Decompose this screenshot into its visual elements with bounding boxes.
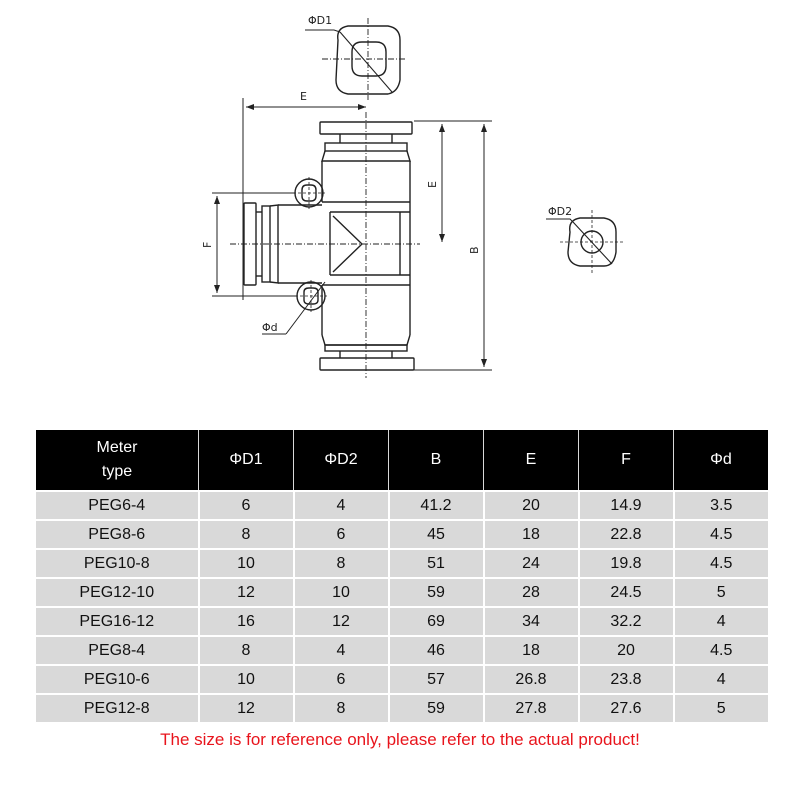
cell-e: 18 — [484, 520, 579, 549]
cell-d2: 6 — [294, 665, 389, 694]
cell-f: 14.9 — [579, 491, 674, 520]
cell-d2: 10 — [294, 578, 389, 607]
table-row — [36, 636, 768, 665]
cell-d2: 4 — [294, 491, 389, 520]
cell-f: 20 — [579, 636, 674, 665]
tee-body — [320, 112, 414, 378]
header-d2: ΦD2 — [294, 430, 389, 491]
cell-d1: 12 — [199, 694, 294, 722]
cell-type: PEG10-8 — [36, 549, 199, 578]
cell-b: 51 — [389, 549, 484, 578]
cell-d: 3.5 — [674, 491, 769, 520]
cell-d1: 6 — [199, 491, 294, 520]
d-port-upper — [293, 177, 325, 209]
table-row — [36, 694, 768, 722]
cell-b: 57 — [389, 665, 484, 694]
cell-type: PEG10-6 — [36, 665, 199, 694]
e-top-label: E — [300, 90, 307, 103]
cell-e: 28 — [484, 578, 579, 607]
cell-b: 41.2 — [389, 491, 484, 520]
cell-d2: 4 — [294, 636, 389, 665]
d1-end-view — [305, 14, 406, 100]
cell-d1: 10 — [199, 549, 294, 578]
cell-d1: 8 — [199, 636, 294, 665]
cell-type: PEG12-8 — [36, 694, 199, 722]
cell-b: 45 — [389, 520, 484, 549]
cell-d: 4.5 — [674, 636, 769, 665]
cell-e: 20 — [484, 491, 579, 520]
cell-type: PEG12-10 — [36, 578, 199, 607]
header-f: F — [579, 430, 674, 491]
cell-type: PEG8-4 — [36, 636, 199, 665]
tee-branch — [230, 203, 420, 285]
cell-f: 23.8 — [579, 665, 674, 694]
table-row — [36, 491, 768, 520]
dimension-table — [36, 430, 768, 722]
header-d: Φd — [674, 430, 769, 491]
cell-b: 69 — [389, 607, 484, 636]
cell-type: PEG6-4 — [36, 491, 199, 520]
table-row — [36, 520, 768, 549]
cell-b: 46 — [389, 636, 484, 665]
cell-d2: 6 — [294, 520, 389, 549]
cell-d1: 16 — [199, 607, 294, 636]
cell-b: 59 — [389, 578, 484, 607]
cell-d2: 8 — [294, 694, 389, 722]
d2-end-view — [546, 205, 624, 274]
cell-f: 24.5 — [579, 578, 674, 607]
table-row — [36, 578, 768, 607]
header-d1: ΦD1 — [199, 430, 294, 491]
cell-f: 27.6 — [579, 694, 674, 722]
cell-e: 18 — [484, 636, 579, 665]
cell-d: 4.5 — [674, 520, 769, 549]
header-e: E — [484, 430, 579, 491]
d1-label: ΦD1 — [308, 14, 333, 27]
cell-type: PEG8-6 — [36, 520, 199, 549]
cell-d1: 10 — [199, 665, 294, 694]
d-port-lower — [262, 280, 327, 334]
d-label: Φd — [262, 321, 278, 334]
cell-f: 19.8 — [579, 549, 674, 578]
cell-d1: 12 — [199, 578, 294, 607]
b-label: B — [468, 246, 481, 254]
cell-f: 32.2 — [579, 607, 674, 636]
cell-e: 34 — [484, 607, 579, 636]
cell-e: 27.8 — [484, 694, 579, 722]
header-b: B — [389, 430, 484, 491]
d2-label: ΦD2 — [548, 205, 573, 218]
f-label: F — [201, 241, 214, 248]
cell-d2: 12 — [294, 607, 389, 636]
table-header-row — [36, 430, 768, 491]
cell-f: 22.8 — [579, 520, 674, 549]
e-side-label: E — [426, 181, 439, 188]
header-line-2: type — [101, 463, 133, 480]
cell-b: 59 — [389, 694, 484, 722]
cell-d: 5 — [674, 578, 769, 607]
table-row — [36, 607, 768, 636]
header-line-1: Meter — [96, 439, 138, 456]
table-row — [36, 665, 768, 694]
cell-d: 5 — [674, 694, 769, 722]
header-meter-type — [36, 430, 199, 491]
reference-disclaimer: The size is for reference only, please refer to the actual product! — [160, 730, 640, 749]
cell-e: 24 — [484, 549, 579, 578]
cell-d: 4 — [674, 607, 769, 636]
cell-e: 26.8 — [484, 665, 579, 694]
table-row — [36, 549, 768, 578]
cell-d: 4.5 — [674, 549, 769, 578]
cell-d: 4 — [674, 665, 769, 694]
cell-type: PEG16-12 — [36, 607, 199, 636]
cell-d1: 8 — [199, 520, 294, 549]
cell-d2: 8 — [294, 549, 389, 578]
